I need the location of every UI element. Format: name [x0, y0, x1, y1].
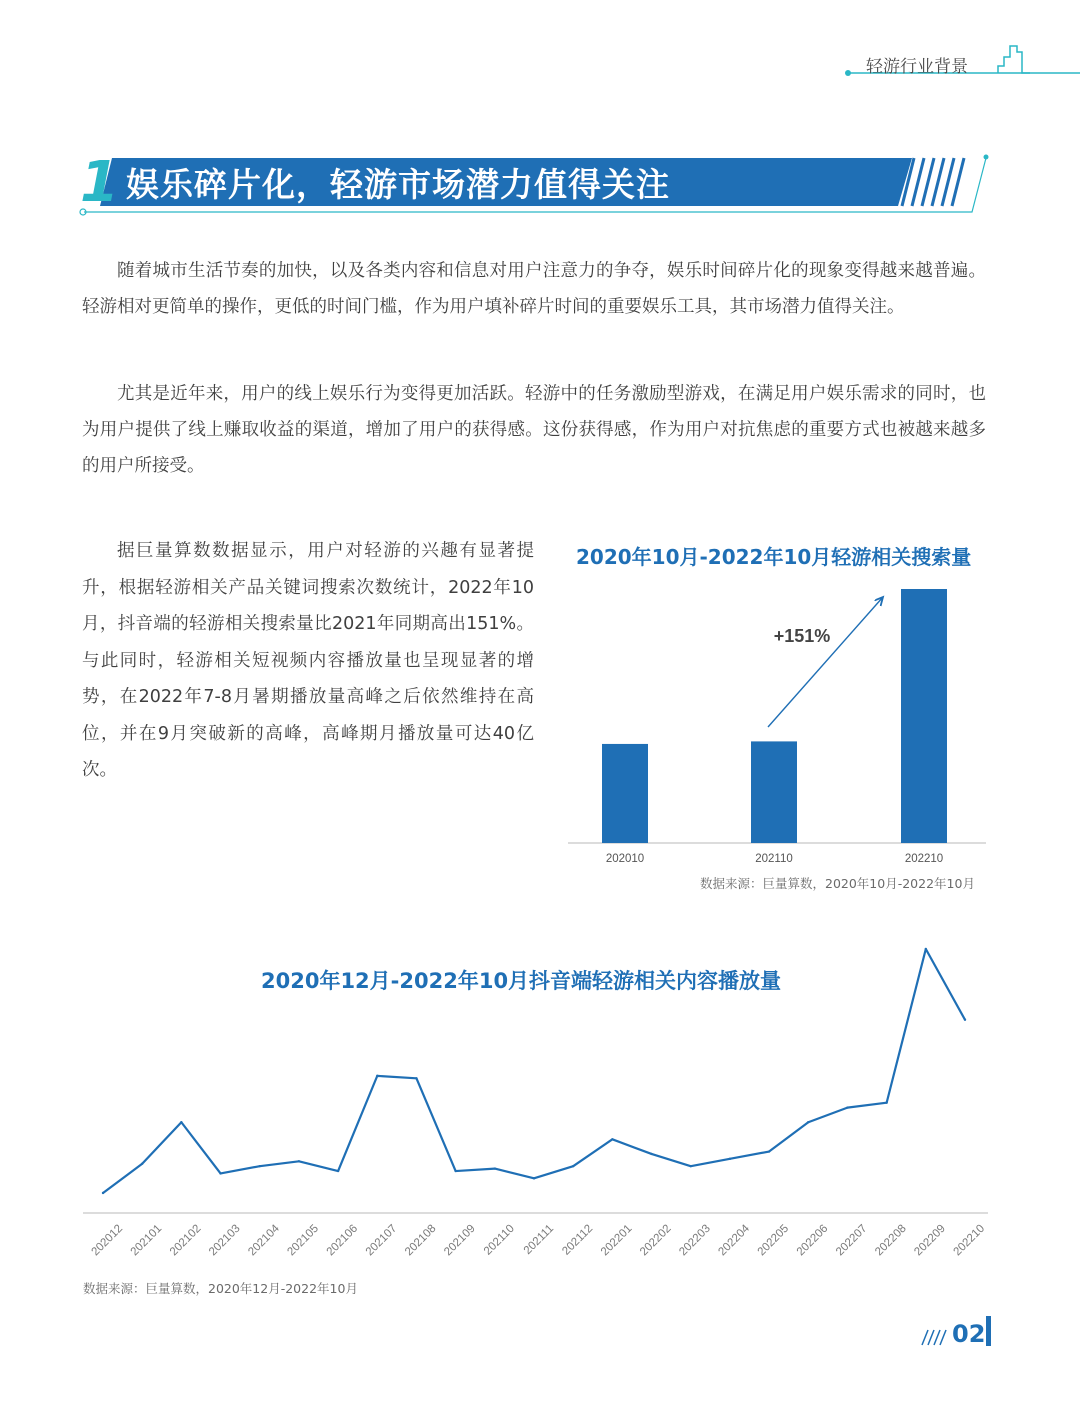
section-number: 1 — [80, 150, 119, 215]
line-tick-label: 202012 — [89, 1222, 126, 1259]
line-tick-label: 202204 — [716, 1222, 753, 1259]
paragraph-2: 尤其是近年来，用户的线上娱乐行为变得更加活跃。轻游中的任务激励型游戏，在满足用户娱乐需求的同时，也为用户提供了线上赚取收益的渠道，增加了用户的获得感。这份获得感，作为用户对抗焦虑的重要方式也被越来越多的用户所接受。 — [82, 384, 986, 476]
line-tick-label: 202210 — [951, 1222, 988, 1259]
bar-tick-label: 202110 — [755, 853, 793, 865]
line-tick-label: 202104 — [246, 1222, 282, 1259]
line-tick-label: 202106 — [324, 1222, 361, 1259]
line-tick-label: 202112 — [560, 1222, 596, 1258]
line-tick-label: 202107 — [363, 1222, 400, 1259]
bar-tick-label: 202010 — [605, 853, 645, 865]
line-tick-label: 202103 — [207, 1222, 243, 1259]
page-title: 娱乐碎片化，轻游市场潜力值得关注 — [126, 165, 670, 204]
line-tick-label: 202102 — [167, 1222, 204, 1259]
growth-annotation: +151% — [773, 626, 831, 646]
line-tick-label: 202105 — [285, 1222, 322, 1259]
line-tick-label: 202206 — [794, 1222, 831, 1259]
line-chart-title: 2020年12月-2022年10月抖音端轻游相关内容播放量 — [261, 969, 782, 993]
bar-chart-source: 数据来源：巨量算数，2020年10月-2022年10月 — [700, 876, 975, 891]
line-tick-label: 202111 — [521, 1222, 557, 1258]
section-label: 轻游行业背景 — [866, 57, 968, 77]
line-tick-label: 202202 — [638, 1222, 674, 1259]
paragraph-3: 据巨量算数数据显示，用户对轻游的兴趣有显著提升，根据轻游相关产品关键词搜索次数统计，2022年10月，抖音端的轻游相关搜索量比2021年同期高出151%。与此同时，轻游相关短视频内容播放量也呈现显著的增势，在2022年7-8月暑期播放量高峰之后依然维持在高位，并在9月突破新的高峰，高峰期月播放量可达40亿次。 — [82, 541, 534, 780]
line-tick-label: 202108 — [402, 1222, 439, 1259]
line-tick-label: 202101 — [128, 1222, 165, 1259]
bar-chart-title: 2020年10月-2022年10月轻游相关搜索量 — [576, 545, 972, 569]
line-tick-label: 202203 — [677, 1222, 713, 1259]
line-tick-label: 202201 — [598, 1222, 635, 1259]
paragraph-1: 随着城市生活节奏的加快，以及各类内容和信息对用户注意力的争夺，娱乐时间碎片化的现象变得越来越普遍。轻游相对更简单的操作，更低的时间门槛，作为用户填补碎片时间的重要娱乐工具，其市场潜力值得关注。 — [82, 261, 986, 317]
line-tick-label: 202208 — [873, 1222, 909, 1259]
line-tick-label: 202110 — [481, 1222, 517, 1258]
line-tick-label: 202209 — [912, 1222, 948, 1259]
bar-tick-label: 202210 — [904, 853, 944, 865]
line-tick-label: 202207 — [833, 1222, 870, 1259]
line-chart-source: 数据来源：巨量算数，2020年12月-2022年10月 — [83, 1281, 358, 1296]
line-tick-label: 202109 — [442, 1222, 478, 1259]
page-number: 02 — [952, 1320, 986, 1348]
line-tick-label: 202205 — [755, 1222, 792, 1259]
